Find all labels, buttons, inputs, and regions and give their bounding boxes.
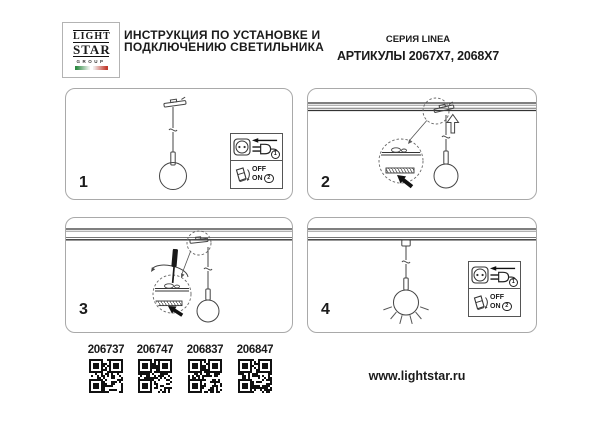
qr-code — [238, 359, 272, 393]
website-link[interactable]: www.lightstar.ru — [368, 369, 466, 383]
title-line-2: ПОДКЛЮЧЕНИЮ СВЕТИЛЬНИКА — [124, 39, 324, 54]
article-numbers: АРТИКУЛЫ 2067X7, 2068X7 — [336, 49, 500, 63]
logo-italian-flags — [73, 66, 109, 70]
track-icon — [66, 229, 292, 240]
qr-label: 206737 — [87, 344, 125, 356]
pendant-lamp-icon — [160, 107, 187, 190]
push-up-arrow-icon — [447, 115, 458, 134]
step-number-3: 3 — [79, 301, 88, 318]
page-title — [124, 30, 324, 54]
step-2-illustration — [308, 89, 536, 199]
step-badge-2: 2 — [264, 174, 274, 184]
on-label: ON — [490, 302, 501, 310]
series-block — [333, 34, 503, 63]
off-label: OFF — [252, 165, 266, 173]
on-label: ON — [252, 174, 263, 182]
logo-word-star: STAR — [73, 42, 111, 57]
leader-arrow — [181, 252, 191, 279]
qr-label: 206837 — [186, 344, 224, 356]
power-steps-inset — [230, 133, 283, 189]
off-label: OFF — [490, 293, 504, 301]
switch-icon — [471, 294, 489, 312]
press-arrow-icon — [394, 171, 415, 190]
qr-label: 206847 — [236, 344, 274, 356]
qr-code — [188, 359, 222, 393]
flag-green — [75, 66, 90, 70]
track-icon — [308, 229, 536, 240]
step-panel-4 — [307, 217, 537, 333]
step-3-illustration — [66, 218, 292, 332]
track-icon — [308, 103, 536, 111]
adapter-detail-view — [379, 148, 423, 173]
switch-icon — [233, 166, 251, 184]
series-name: СЕРИЯ LINEA — [385, 34, 451, 45]
qr-block-206737 — [87, 344, 125, 393]
leader-arrow — [408, 121, 427, 145]
step-badge-1: 1 — [271, 150, 281, 160]
lightstar-logo — [62, 22, 120, 78]
track-adapter-icon — [163, 97, 186, 107]
switch-on-step — [469, 289, 520, 316]
plug-in-step — [231, 134, 282, 161]
flag-red — [93, 66, 108, 70]
step-panel-2 — [307, 88, 537, 200]
step-panel-3 — [65, 217, 293, 333]
power-steps-inset — [468, 261, 521, 317]
logo-word-group: GROUP — [76, 58, 106, 64]
plug-in-step — [469, 262, 520, 289]
qr-block-206747 — [136, 344, 174, 393]
socket-icon — [471, 266, 489, 284]
qr-block-206837 — [186, 344, 224, 393]
title-line-1: ИНСТРУКЦИЯ ПО УСТАНОВКЕ И — [124, 28, 321, 42]
socket-icon — [233, 138, 251, 156]
step-badge-2: 2 — [502, 302, 512, 312]
step-number-4: 4 — [321, 301, 330, 318]
qr-label: 206747 — [136, 344, 174, 356]
adapter-detail-view — [155, 284, 189, 306]
step-badge-1: 1 — [509, 278, 519, 288]
switch-on-step — [231, 161, 282, 188]
step-number-2: 2 — [321, 174, 330, 191]
step-panel-1 — [65, 88, 293, 200]
pendant-lamp-icon — [190, 236, 219, 322]
qr-code — [138, 359, 172, 393]
logo-word-light: LIGHT — [73, 31, 111, 42]
step-number-1: 1 — [79, 174, 88, 191]
pendant-lamp-icon — [433, 102, 458, 188]
qr-code — [89, 359, 123, 393]
qr-block-206847 — [236, 344, 274, 393]
pendant-lamp-icon — [394, 240, 419, 315]
